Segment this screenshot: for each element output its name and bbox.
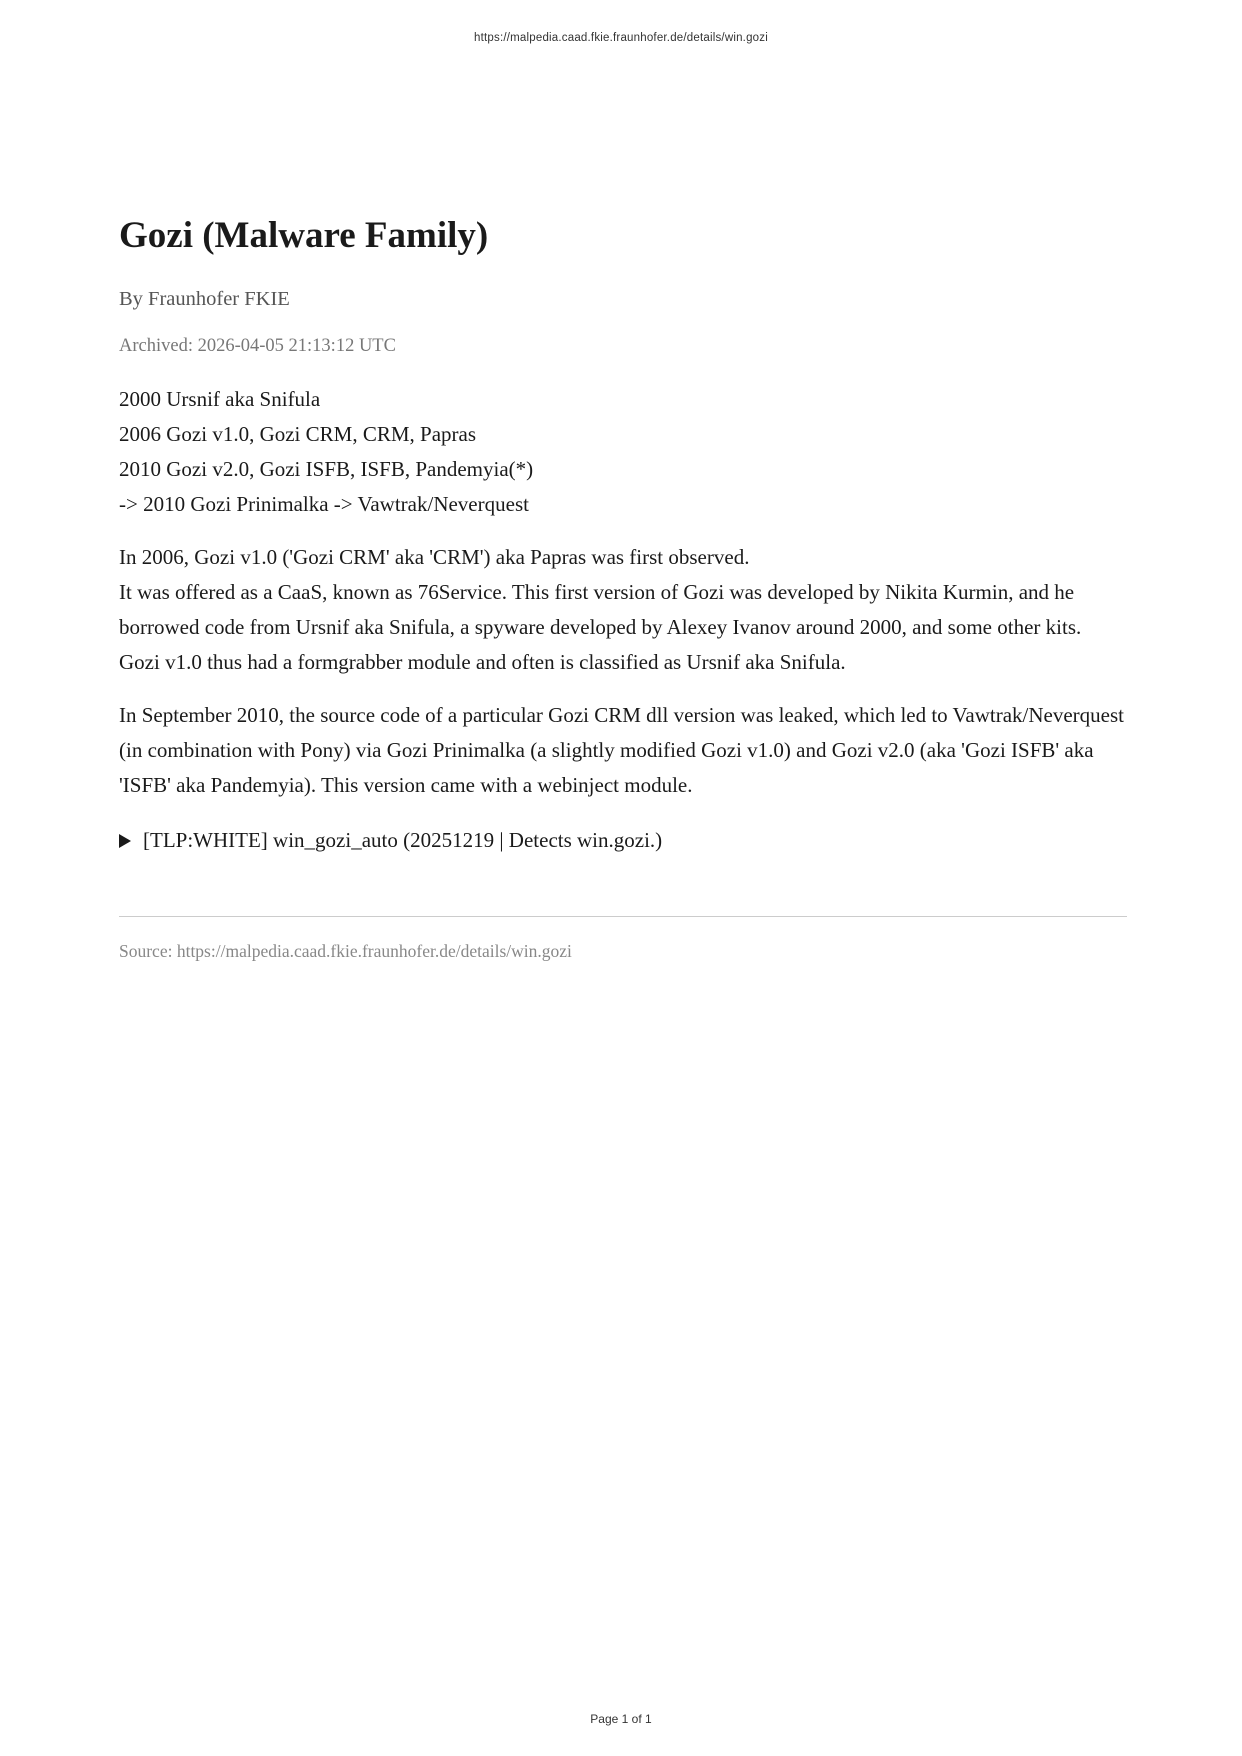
history-paragraph [119,540,1127,680]
version-timeline [119,382,1127,522]
archived-timestamp: Archived: 2026-04-05 21:13:12 UTC [119,336,396,356]
timeline-line: 2006 Gozi v1.0, Gozi CRM, CRM, Papras [119,422,476,446]
paragraph-line: It was offered as a CaaS, known as 76Service. This first version of Gozi was developed by Nikita Kurmin, and he borrowed code from Ursnif aka Snifula, a spyware developed by Alexey Ivanov around 2000, and some other kits. Gozi v1.0 thus had a formgrabber module and often is classified as Ursnif aka Snifula. [119,580,1082,674]
print-header-url: https://malpedia.caad.fkie.fraunhofer.de/details/win.gozi [474,32,768,44]
source-line: Source: https://malpedia.caad.fkie.fraunhofer.de/details/win.gozi [119,941,572,961]
timeline-line: 2010 Gozi v2.0, Gozi ISFB, ISFB, Pandemyia(*) [119,457,534,481]
yara-rule-toggle[interactable] [119,823,1127,858]
article [119,208,1127,963]
timeline-line: 2000 Ursnif aka Snifula [119,387,321,411]
page-number: Page 1 of 1 [590,1712,652,1726]
byline: By Fraunhofer FKIE [119,288,290,310]
page-title: Gozi (Malware Family) [119,215,489,256]
disclosure-triangle-icon [119,834,131,848]
yara-rule-label: [TLP:WHITE] win_gozi_auto (20251219 | Detects win.gozi.) [143,828,663,852]
paragraph-line: In 2006, Gozi v1.0 ('Gozi CRM' aka 'CRM') aka Papras was first observed. [119,545,750,569]
timeline-line: -> 2010 Gozi Prinimalka -> Vawtrak/Neverquest [119,492,529,516]
leak-paragraph: In September 2010, the source code of a particular Gozi CRM dll version was leaked, which led to Vawtrak/Neverquest (in combination with Pony) via Gozi Prinimalka (a slightly modified Gozi v1.0) and Gozi v2.0 (aka 'Gozi ISFB' aka 'ISFB' aka Pandemyia). This version came with a webinject module. [119,703,1124,797]
divider [119,916,1127,917]
